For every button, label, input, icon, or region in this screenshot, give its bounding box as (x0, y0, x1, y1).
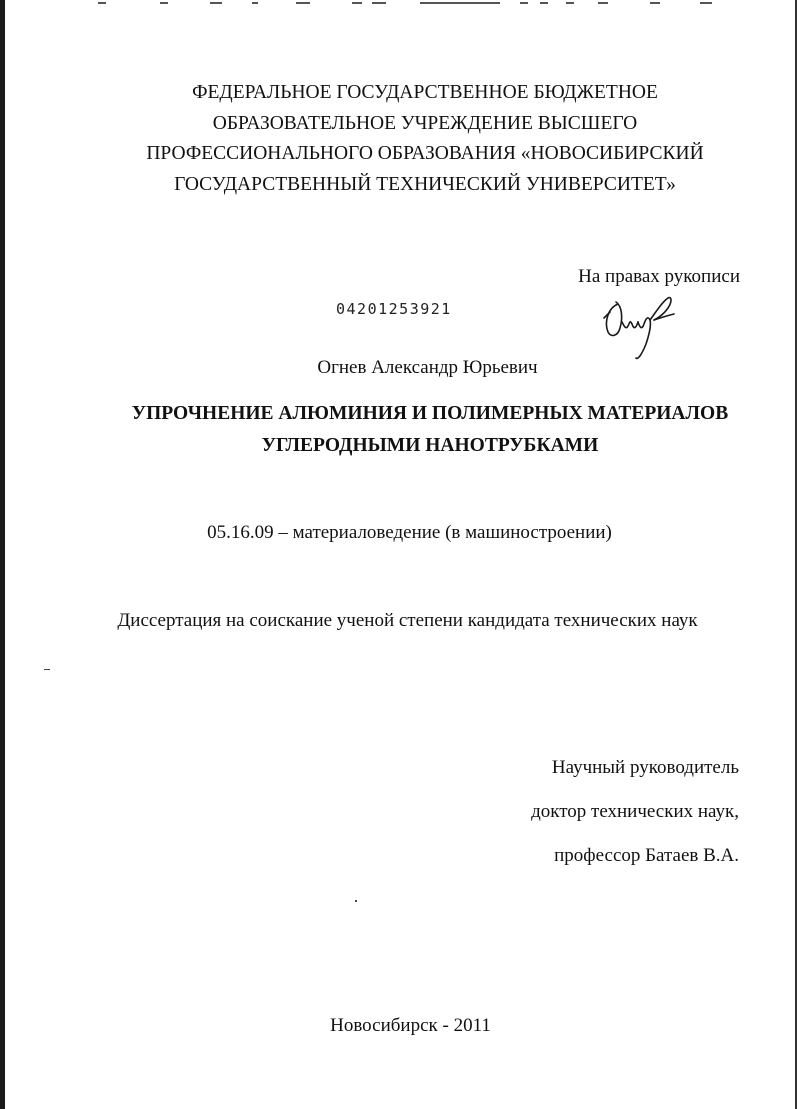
specialty-code: 05.16.09 – материаловедение (в машиностроении) (207, 522, 612, 543)
scan-mark-left (44, 669, 50, 670)
degree-statement: Диссертация на соискание ученой степени кандидата технических наук (117, 610, 698, 631)
manuscript-note: На правах рукописи (578, 266, 740, 287)
header-line: ОБРАЗОВАТЕЛЬНОЕ УЧРЕЖДЕНИЕ ВЫСШЕГО (212, 112, 638, 134)
scan-mark-dot (355, 900, 357, 902)
header-line: ПРОФЕССИОНАЛЬНОГО ОБРАЗОВАНИЯ «НОВОСИБИРСКИЙ (146, 143, 704, 164)
header-line: ФЕДЕРАЛЬНОЕ ГОСУДАРСТВЕННОЕ БЮДЖЕТНОЕ (192, 82, 658, 103)
header-line: ГОСУДАРСТВЕННЫЙ ТЕХНИЧЕСКИЙ УНИВЕРСИТЕТ» (174, 173, 676, 195)
dissertation-title (130, 398, 730, 462)
supervisor-degree: доктор технических наук, (531, 801, 739, 822)
institution-header (120, 78, 730, 200)
supervisor-role: Научный руководитель (551, 757, 739, 778)
author-name: Огнев Александр Юрьевич (317, 357, 538, 378)
handwritten-signature (596, 292, 688, 366)
title-line: УГЛЕРОДНЫМИ НАНОТРУБКАМИ (261, 435, 599, 456)
archive-number: 04201253921 (336, 300, 452, 318)
supervisor-name: профессор Батаев В.А. (554, 845, 739, 866)
scan-top-dashes (0, 0, 797, 10)
title-line: УПРОЧНЕНИЕ АЛЮМИНИЯ И ПОЛИМЕРНЫХ МАТЕРИАЛОВ (131, 403, 729, 424)
scan-edge-left (0, 0, 5, 1109)
supervisor-block (531, 746, 739, 878)
city-year: Новосибирск - 2011 (330, 1015, 491, 1036)
